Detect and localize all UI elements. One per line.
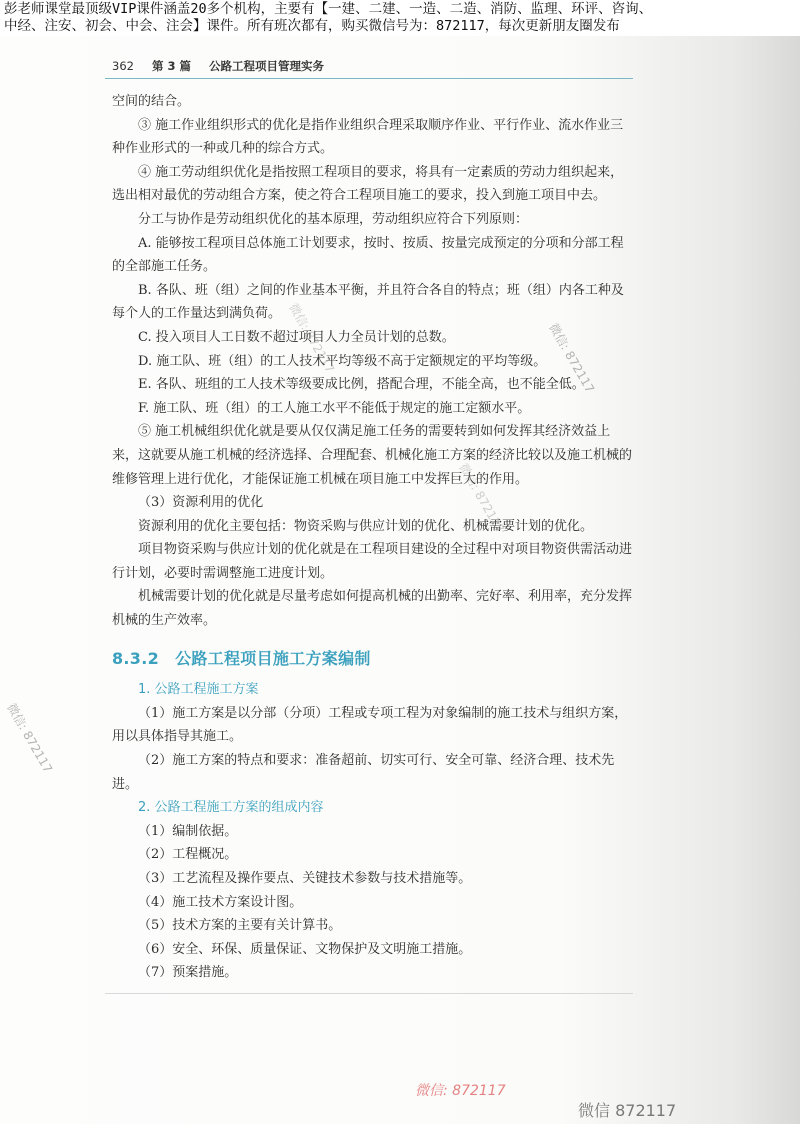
watermark: 微信: 872117 [546,321,598,396]
paragraph: F. 施工队、班（组）的工人施工水平不能低于规定的施工定额水平。 [138,400,531,416]
section-title: 公路工程项目施工方案编制 [175,648,371,668]
running-head [112,58,632,74]
watermark: 微信: 872117 [415,1083,506,1099]
banner-line-1: 彭老师课堂最顶级VIP课件涵盖20多个机构，主要有【一建、二建、一造、二造、消防、监理、环评、咨询、 [4,1,653,17]
paragraph: （1）施工方案是以分部（分项）工程或专项工程为对象编制的施工技术与组织方案，用以具体指导其施工。 [112,705,628,745]
paragraph: 机械需要计划的优化就是尽量考虑如何提高机械的出勤率、完好率、利用率，充分发挥机械的生产效率。 [112,589,633,629]
subsection-heading: 1. 公路工程施工方案 [138,682,259,698]
page-number: 362 [112,59,134,73]
paragraph: ④ 施工劳动组织优化是指按照工程项目的要求，将具有一定素质的劳动力组织起来，选出相对最优的劳动组合方案，使之符合工程项目施工的要求，投入到施工项目中去。 [112,164,624,204]
footer-rule [105,993,633,994]
section-heading [112,647,636,671]
header-rule [105,78,633,79]
paragraph: ③ 施工作业组织形式的优化是指作业组织合理采取顺序作业、平行作业、流水作业三种作业形式的一种或几种的综合方式。 [112,117,624,157]
chapter-label: 第 3 篇 [151,59,191,73]
paragraph: （3）资源利用的优化 [138,495,264,511]
watermark: 微信 872117 [578,1101,677,1120]
paragraph: A. 能够按工程项目总体施工计划要求，按时、按质、按量完成预定的分项和分部工程的全部施工任务。 [112,235,624,275]
paragraph: D. 施工队、班（组）的工人技术平均等级不高于定额规定的平均等级。 [138,353,547,369]
paragraph: E. 各队、班组的工人技术等级要成比例，搭配合理，不能全高，也不能全低。 [138,377,585,393]
watermark: 微信: 872117 [456,461,508,536]
list-item: （1）编制依据。 [138,823,238,839]
paragraph: 资源利用的优化主要包括：物资采购与供应计划的优化、机械需要计划的优化。 [138,518,594,534]
chapter-title: 公路工程项目管理实务 [208,59,324,73]
section-number: 8.3.2 [112,648,160,668]
banner-line-2: 中经、注安、初会、中会、注会】课件。所有班次都有，购买微信号为：872117，每次更新朋友圈发布 [4,18,620,34]
list-item: （7）预案措施。 [138,965,238,981]
list-item: （2）工程概况。 [138,847,238,863]
list-item: （5）技术方案的主要有关计算书。 [138,918,342,934]
paragraph: B. 各队、班（组）之间的作业基本平衡，并且符合各自的特点；班（组）内各工种及每个人的工作量达到满负荷。 [112,282,624,322]
paragraph: ⑤ 施工机械组织优化就是要从仅仅满足施工任务的需要转到如何发挥其经济效益上来，这就要从施工机械的经济选择、合理配套、机械化施工方案的经济比较以及施工机械的维修管理上进行优化，才能保证施工机械在项目施工中发挥巨大的作用。 [112,424,633,487]
promo-banner [0,0,800,36]
paragraph: 分工与协作是劳动组织优化的基本原理，劳动组织应符合下列原则： [138,211,529,227]
watermark: 微信: 872117 [4,701,56,776]
paragraph: 项目物资采购与供应计划的优化就是在工程项目建设的全过程中对项目物资供需活动进行计划，必要时需调整施工进度计划。 [112,542,633,581]
paragraph: 空间的结合。 [112,94,191,109]
paragraph: C. 投入项目人工日数不超过项目人力全员计划的总数。 [138,329,455,345]
subsection-heading: 2. 公路工程施工方案的组成内容 [138,800,324,816]
paragraph: （2）施工方案的特点和要求：准备超前、切实可行、安全可靠、经济合理、技术先进。 [112,753,615,792]
list-item: （4）施工技术方案设计图。 [138,894,303,910]
list-item: （6）安全、环保、质量保证、文物保护及文明施工措施。 [138,941,472,957]
list-item: （3）工艺流程及操作要点、关键技术参数与技术措施等。 [138,871,472,886]
watermark: 微信: 872117 [286,301,338,376]
page-body [112,90,636,985]
